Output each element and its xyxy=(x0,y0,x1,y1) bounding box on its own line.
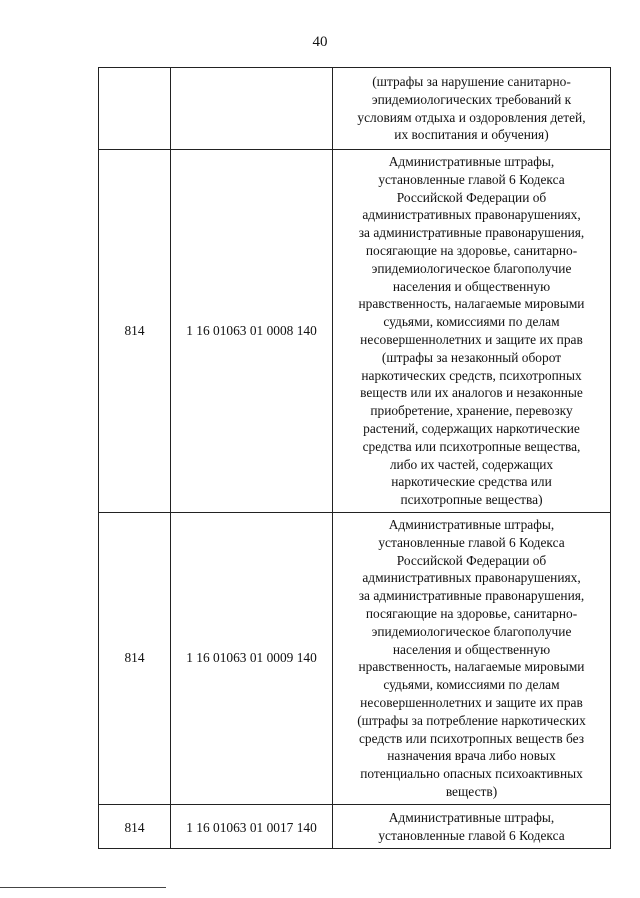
description-line: несовершеннолетних и защите их прав xyxy=(360,694,583,710)
table-row xyxy=(99,150,611,513)
description-line: веществ или их аналогов и незаконные xyxy=(360,385,583,401)
description-line: Российской Федерации об xyxy=(396,552,547,568)
budget-classification-code-cell: 1 16 01063 01 0008 140 xyxy=(171,150,333,513)
admin-code-cell: 814 xyxy=(99,512,171,804)
description-line: потенциально опасных психоактивных xyxy=(360,766,583,782)
description-line: (штрафы за незаконный оборот xyxy=(381,349,562,365)
description-cell xyxy=(333,804,611,848)
description-line: установленные главой 6 Кодекса xyxy=(378,171,565,187)
admin-code-cell xyxy=(99,68,171,150)
description-line: населения и общественную xyxy=(392,641,551,657)
description-line: судьями, комиссиями по делам xyxy=(383,314,560,330)
fines-table xyxy=(98,67,611,849)
description-line: Российской Федерации об xyxy=(396,189,547,205)
description-line: несовершеннолетних и защите их прав xyxy=(360,331,583,347)
description-line: условиям отдыха и оздоровления детей, xyxy=(357,109,586,125)
description-cell xyxy=(333,68,611,150)
description-cell xyxy=(333,150,611,513)
description-line: эпидемиологическое благополучие xyxy=(371,623,572,639)
description-line: наркотических средств, психотропных xyxy=(361,367,582,383)
description-line: средства или психотропные вещества, xyxy=(362,438,581,454)
description-line: их воспитания и обучения) xyxy=(394,127,549,143)
description-line: веществ) xyxy=(445,783,498,799)
description-line: за административные правонарушения, xyxy=(358,588,585,604)
description-line: либо их частей, содержащих xyxy=(389,456,554,472)
footnote-separator-line xyxy=(0,887,166,888)
description-line: посягающие на здоровье, санитарно- xyxy=(365,242,578,258)
budget-classification-code-cell: 1 16 01063 01 0017 140 xyxy=(171,804,333,848)
description-cell xyxy=(333,512,611,804)
description-line: средств или психотропных веществ без xyxy=(358,730,585,746)
description-line: населения и общественную xyxy=(392,278,551,294)
description-line: Административные штрафы, xyxy=(388,154,555,169)
description-line: посягающие на здоровье, санитарно- xyxy=(365,605,578,621)
description-line: административных правонарушениях, xyxy=(362,570,581,586)
description-line: психотропные вещества) xyxy=(400,492,543,508)
admin-code-cell: 814 xyxy=(99,150,171,513)
description-line: (штрафы за потребление наркотических xyxy=(357,712,586,728)
admin-code-cell: 814 xyxy=(99,804,171,848)
description-line: административных правонарушениях, xyxy=(362,207,581,223)
description-line: Административные штрафы, xyxy=(388,809,555,825)
description-line: Административные штрафы, xyxy=(388,516,555,532)
description-line: назначения врача либо новых xyxy=(387,748,556,764)
description-line: растений, содержащих наркотические xyxy=(363,420,580,436)
description-line: приобретение, хранение, перевозку xyxy=(370,403,573,419)
description-line: эпидемиологическое благополучие xyxy=(371,260,572,276)
description-line: установленные главой 6 Кодекса xyxy=(378,534,565,550)
description-line: (штрафы за нарушение санитарно- xyxy=(372,73,571,89)
description-line: нравственность, налагаемые мировыми xyxy=(358,659,585,675)
budget-classification-code-cell xyxy=(171,68,333,150)
table-row xyxy=(99,68,611,150)
description-line: судьями, комиссиями по делам xyxy=(383,677,560,693)
table-row xyxy=(99,804,611,848)
page-number: 40 xyxy=(312,34,328,50)
description-line: за административные правонарушения, xyxy=(358,225,585,241)
description-line: эпидемиологических требований к xyxy=(371,91,572,107)
description-line: нравственность, налагаемые мировыми xyxy=(358,296,585,312)
table-row xyxy=(99,512,611,804)
budget-classification-code-cell: 1 16 01063 01 0009 140 xyxy=(171,512,333,804)
description-line: установленные главой 6 Кодекса xyxy=(378,827,565,843)
description-line: наркотические средства или xyxy=(391,474,552,490)
